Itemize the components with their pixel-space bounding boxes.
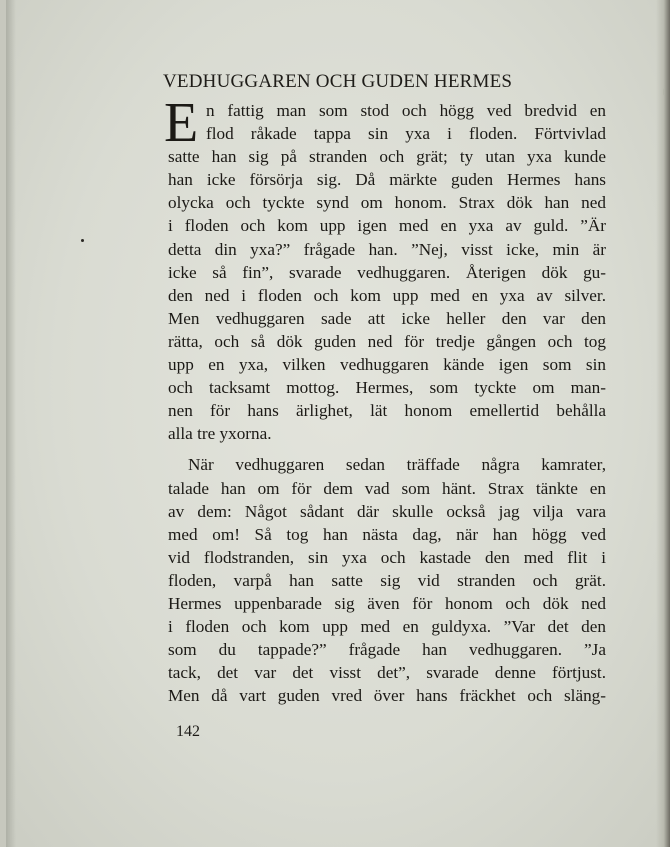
text-line: tack, det var det visst det”, svarade denne förtjust. — [168, 663, 606, 683]
text-line: n fattig man som stod och högg ved bredvid en — [206, 101, 606, 120]
drop-cap: E — [164, 92, 199, 154]
text-line: nen för hans ärlighet, lät honom emellertid behålla — [168, 401, 606, 421]
text-line: den ned i floden och kom upp med en yxa av silver. — [168, 285, 606, 305]
paragraph-2 — [168, 453, 606, 707]
text-line: rätta, och så dök guden ned för tredje gången och tog — [168, 331, 606, 351]
edge-mark — [666, 513, 670, 515]
text-line: När vedhuggaren sedan träffade några kamrater, — [188, 455, 606, 475]
text-line: flod råkade tappa sin yxa i floden. Förtvivlad — [206, 124, 606, 144]
story-body — [164, 92, 606, 707]
text-line: Men vedhuggaren sade att icke heller den var den — [168, 308, 606, 328]
paragraph-1 — [168, 99, 606, 445]
story-title: VEDHUGGAREN OCH GUDEN HERMES — [163, 71, 513, 92]
text-line: Men då vart guden vred över hans fräckhet och släng- — [168, 686, 606, 706]
text-line: olycka och tyckte synd om honom. Strax dök han ned — [168, 193, 606, 213]
text-line: och tacksamt mottog. Hermes, som tyckte om man- — [168, 378, 606, 398]
text-line: icke så fin”, svarade vedhuggaren. Återigen dök gu- — [168, 262, 606, 282]
text-line: i floden och kom upp igen med en yxa av guld. ”Är — [168, 216, 606, 236]
text-line: satte han sig på stranden och grät; ty utan yxa kunde — [168, 147, 606, 167]
page-number: 142 — [176, 723, 200, 740]
edge-mark — [665, 154, 670, 156]
text-line: han icke försörja sig. Då märkte guden Hermes hans — [168, 170, 606, 190]
edge-mark — [663, 88, 667, 96]
text-line: alla tre yxorna. — [168, 424, 272, 444]
edge-mark — [665, 713, 670, 715]
text-line: med om! Så tog han nästa dag, när han högg ved — [168, 524, 606, 544]
text-line: som du tappade?” frågade han vedhuggaren. ”Ja — [168, 640, 606, 660]
ink-speck — [81, 239, 84, 242]
text-line: floden, varpå han satte sig vid stranden och grät. — [168, 570, 606, 590]
text-line: av dem: Något sådant där skulle också jag vilja vara — [168, 501, 606, 521]
text-line: i floden och kom upp med en guldyxa. ”Var det den — [168, 617, 606, 637]
text-line: Hermes uppenbarade sig även för honom och dök ned — [168, 593, 606, 613]
text-line: talade han om för dem vad som hänt. Strax tänkte en — [168, 478, 606, 498]
text-line: vid flodstranden, sin yxa och kastade den med flit i — [168, 547, 606, 567]
text-line: upp en yxa, vilken vedhuggaren kände igen som sin — [168, 355, 606, 375]
edge-mark — [666, 339, 670, 341]
text-line: detta din yxa?” frågade han. ”Nej, visst icke, min är — [168, 239, 606, 259]
